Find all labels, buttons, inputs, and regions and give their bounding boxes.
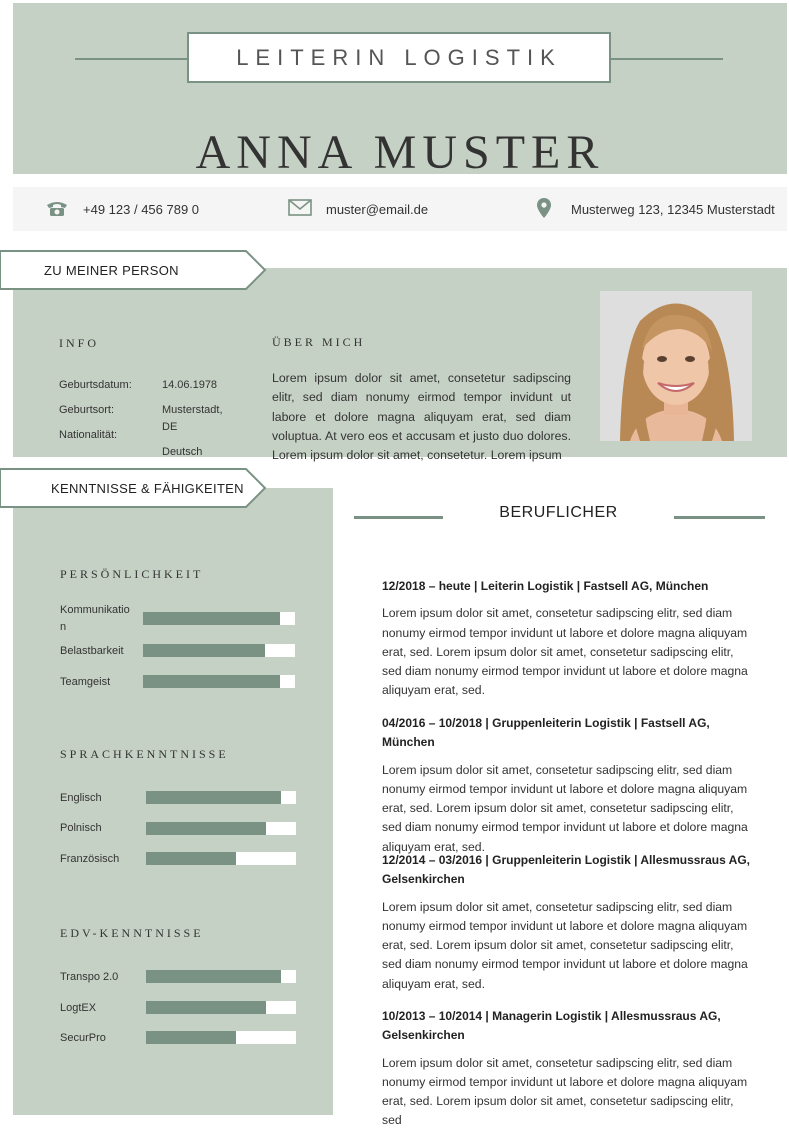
job-description: Lorem ipsum dolor sit amet, consetetur sadipscing elitr, sed diam nonumy eirmod tempor invidunt ut labore et dolore magna aliquyam erat, sed. Lorem ipsum dolor sit amet, consetetur sadipscing elitr, sed diam nonumy eirmod tempor invidunt ut labore et dolore magna aliquyam erat, sed. [382,762,748,854]
header-divider-right [611,58,723,60]
birthplace-value-line1: Musterstadt, [162,404,223,416]
skill-label: Teamgeist [60,676,111,688]
contact-bar [13,187,787,231]
job-entry [382,851,755,994]
skill-label: Transpo 2.0 [60,971,119,983]
job-title: 04/2016 – 10/2018 | Gruppenleiterin Logistik | Fastsell AG, München [382,716,710,750]
birthplace-value-line2: DE [162,421,178,433]
birthdate-value: 14.06.1978 [162,379,218,391]
skill-label: Französisch [60,853,120,865]
tab-label: ZU MEINER PERSON [44,262,179,278]
candidate-name: ANNA MUSTER [195,126,605,179]
skill-bar [143,612,295,625]
skill-label: Kommunikatio [60,604,130,616]
skill-bar [146,822,296,835]
experience-heading: BERUFLICHER [499,504,618,521]
skill-bar-fill [146,822,266,835]
skill-bar-fill [143,675,280,688]
info-heading: INFO [59,336,100,350]
skill-bar-fill [146,1001,266,1014]
skill-bar-fill [146,852,236,865]
header [13,3,787,179]
phone-text[interactable]: +49 123 / 456 789 0 [83,201,200,217]
birthdate-label: Geburtsdatum: [59,379,132,391]
skill-bar-fill [146,1031,236,1044]
header-divider-left [75,58,187,60]
skill-bar [146,1001,296,1014]
skill-label: Polnisch [60,822,102,834]
skill-bar [146,970,296,983]
skill-bar [143,675,295,688]
skill-bar-fill [143,644,265,657]
contact-email [288,187,428,231]
skill-bar-fill [146,791,281,804]
skill-bar [146,791,296,804]
skill-label: Belastbarkeit [60,645,124,657]
nationality-value: Deutsch [162,446,203,458]
job-title: 12/2018 – heute | Leiterin Logistik | Fastsell AG, München [382,579,709,593]
skill-bar [143,644,295,657]
skill-bar-fill [143,612,280,625]
experience-divider-right [674,516,765,519]
job-title: LEITERIN LOGISTIK [236,44,562,70]
tab-label: KENNTNISSE & FÄHIGKEITEN [51,480,244,496]
job-description: Lorem ipsum dolor sit amet, consetetur sadipscing elitr, sed diam nonumy eirmod tempor invidunt ut labore et dolore magna aliquyam erat, sed. Lorem ipsum dolor sit amet, consetetur sadipscing elitr, sed [382,1055,748,1128]
profile-photo [600,291,752,441]
skill-bar-fill [146,970,281,983]
job-entry [382,577,755,701]
skill-group-heading: SPRACHKENNTNISSE [60,747,229,761]
job-entry [382,714,755,857]
skill-group-heading: PERSÖNLICHKEIT [60,567,204,581]
about-text: Lorem ipsum dolor sit amet, consetetur sadipscing elitr, sed diam nonumy eirmod tempor invidunt ut labore et dolore magna aliquyam erat, sed diam voluptua. At vero eos et accusam et justo duo dolores. Lorem ipsum dolor sit amet, consetetur. Lorem ipsum [272,371,571,463]
tab-zu-meiner-person [0,250,270,290]
phone-icon [45,199,69,220]
experience-divider-left [354,516,443,519]
contact-phone [45,187,199,231]
location-pin-icon [537,198,551,221]
skill-bar [146,852,296,865]
email-text[interactable]: muster@email.de [326,201,429,217]
skill-label: SecurPro [60,1032,106,1044]
skill-label-cont: n [60,621,67,633]
skill-bar [146,1031,296,1044]
contact-address [537,187,775,231]
address-text: Musterweg 123, 12345 Musterstadt [571,201,775,217]
job-description: Lorem ipsum dolor sit amet, consetetur sadipscing elitr, sed diam nonumy eirmod tempor invidunt ut labore et dolore magna aliquyam erat, sed. Lorem ipsum dolor sit amet, consetetur sadipscing elitr, sed diam nonumy eirmod tempor invidunt ut labore et dolore magna aliquyam erat, sed. [382,899,748,991]
tab-kenntnisse [0,468,270,508]
skill-label: LogtEX [60,1002,97,1014]
nationality-label: Nationalität: [59,429,118,441]
job-title: 12/2014 – 03/2016 | Gruppenleiterin Logistik | Allesmussraus AG, Gelsenkirchen [382,853,750,887]
about-heading: ÜBER MICH [272,335,366,349]
job-title-box [187,32,611,83]
skill-label: Englisch [60,792,102,804]
envelope-icon [288,199,312,219]
job-title: 10/2013 – 10/2014 | Managerin Logistik | Allesmussraus AG, Gelsenkirchen [382,1009,721,1043]
skill-group-heading: EDV-KENNTNISSE [60,926,204,940]
job-entry [382,1007,755,1128]
birthplace-label: Geburtsort: [59,404,115,416]
job-description: Lorem ipsum dolor sit amet, consetetur sadipscing elitr, sed diam nonumy eirmod tempor invidunt ut labore et dolore magna aliquyam erat, sed. Lorem ipsum dolor sit amet, consetetur sadipscing elitr, sed diam nonumy eirmod tempor invidunt ut labore et dolore magna aliquyam erat, sed. [382,606,748,698]
